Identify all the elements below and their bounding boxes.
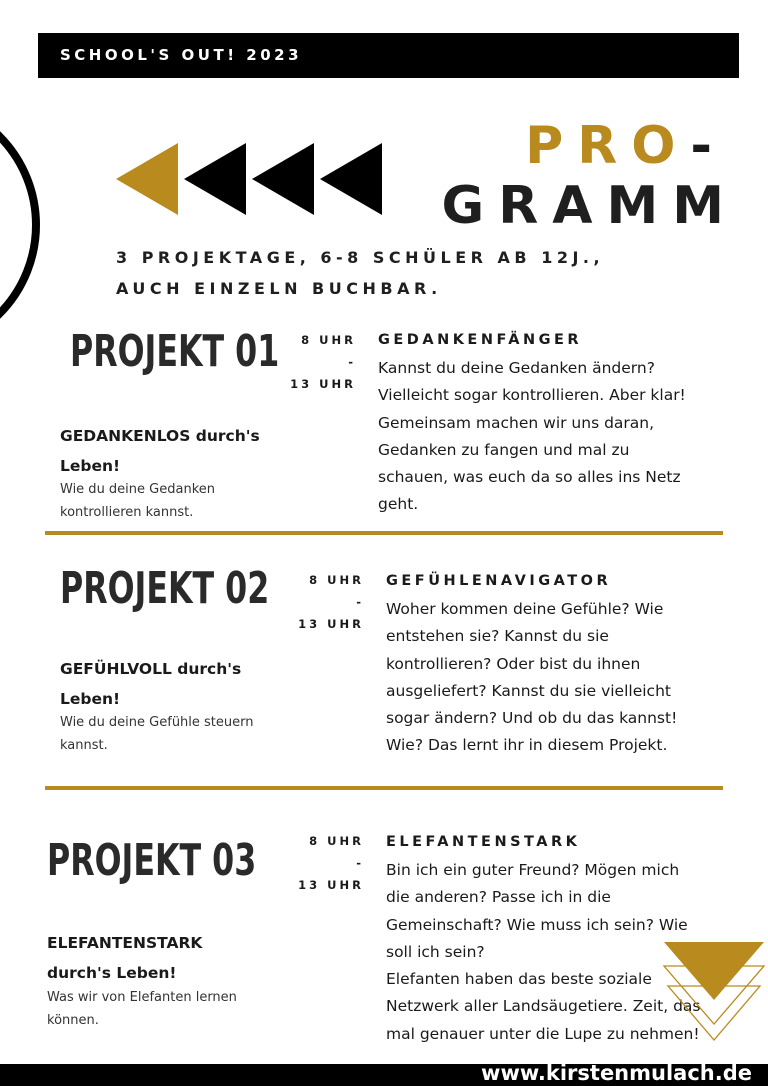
page-title-line-1 xyxy=(525,116,726,176)
time-end: 13 UHR xyxy=(290,377,356,391)
project-body-line: Gemeinsam machen wir uns daran, xyxy=(378,413,655,432)
project-body-line: die anderen? Passe ich in die xyxy=(386,888,611,907)
decorative-triangles xyxy=(662,940,768,1050)
project-body-line: sogar ändern? Und ob du das kannst! xyxy=(386,709,678,728)
project-title: PROJEKT 03 xyxy=(47,835,257,886)
project-subtitle-line: Leben! xyxy=(60,690,121,708)
project-time xyxy=(288,569,364,635)
project-body-line: schauen, was euch da so alles ins Netz xyxy=(378,468,681,487)
project-description-line: Wie du deine Gefühle steuern xyxy=(60,715,254,730)
project-time xyxy=(288,830,364,896)
project-title: PROJEKT 01 xyxy=(70,326,280,377)
project-body-line: Netzwerk aller Landsäugetiere. Zeit, das xyxy=(386,997,701,1016)
project-description xyxy=(60,711,300,757)
gold-triangle-icon xyxy=(664,942,764,1000)
project-description-line: Wie du deine Gedanken xyxy=(60,482,215,497)
title-accent: PRO xyxy=(525,116,691,176)
project-heading: GEFÜHLENAVIGATOR xyxy=(386,573,612,589)
project-body xyxy=(378,355,686,519)
project-body xyxy=(386,857,701,1048)
time-separator: - xyxy=(356,595,364,609)
project-body-line: Vielleicht sogar kontrollieren. Aber klar! xyxy=(378,386,686,405)
decorative-circle xyxy=(0,95,40,355)
project-title: PROJEKT 02 xyxy=(60,563,270,614)
divider xyxy=(45,531,723,535)
project-subtitle xyxy=(60,421,300,481)
project-subtitle-line: Leben! xyxy=(60,457,121,475)
subtitle-line-2: AUCH EINZELN BUCHBAR. xyxy=(116,279,442,298)
time-start: 8 UHR xyxy=(309,834,364,848)
project-time xyxy=(280,329,356,395)
gold-triangle-icon xyxy=(116,143,178,215)
header-bar xyxy=(38,33,739,78)
time-start: 8 UHR xyxy=(301,333,356,347)
black-triangle-icon xyxy=(320,143,382,215)
project-body-line: Elefanten haben das beste soziale xyxy=(386,970,652,989)
footer-bar xyxy=(0,1061,768,1086)
subtitle-line-1: 3 PROJEKTAGE, 6-8 SCHÜLER AB 12J., xyxy=(116,248,605,267)
project-subtitle-line: GEFÜHLVOLL durch's xyxy=(60,660,242,678)
project-body-line: entstehen sie? Kannst du sie xyxy=(386,627,609,646)
decorative-arrows xyxy=(114,143,386,219)
header-label: SCHOOL'S OUT! 2023 xyxy=(60,46,303,64)
project-body-line: Gemeinschaft? Wie muss ich sein? Wie xyxy=(386,915,688,934)
project-description-line: kannst. xyxy=(60,738,108,753)
black-triangle-icon xyxy=(184,143,246,215)
project-body-line: Bin ich ein guter Freund? Mögen mich xyxy=(386,861,680,879)
project-body-line: geht. xyxy=(378,495,419,514)
project-body-line: mal genauer unter die Lupe zu nehmen! xyxy=(386,1024,700,1043)
project-body-line: ausgeliefert? Kannst du sie vielleicht xyxy=(386,681,671,700)
time-separator: - xyxy=(356,856,364,870)
project-subtitle-line: ELEFANTENSTARK xyxy=(47,934,203,952)
project-subtitle-line: GEDANKENLOS durch's xyxy=(60,427,260,445)
black-triangle-icon xyxy=(252,143,314,215)
project-body-line: Kannst du deine Gedanken ändern? xyxy=(378,359,655,377)
page-title-line-2: GRAMM xyxy=(441,176,738,236)
project-description-line: können. xyxy=(47,1013,99,1028)
project-body-line: Woher kommen deine Gefühle? Wie xyxy=(386,600,664,618)
project-body-line: Gedanken zu fangen und mal zu xyxy=(378,440,630,459)
project-heading: ELEFANTENSTARK xyxy=(386,834,581,850)
project-body-line: soll ich sein? xyxy=(386,942,485,961)
title-dash: - xyxy=(690,116,726,176)
project-description xyxy=(60,478,300,524)
footer-url[interactable]: www.kirstenmulach.de xyxy=(481,1061,752,1085)
time-start: 8 UHR xyxy=(309,573,364,587)
time-end: 13 UHR xyxy=(298,878,364,892)
time-end: 13 UHR xyxy=(298,617,364,631)
project-subtitle xyxy=(47,928,287,988)
project-description-line: kontrollieren kannst. xyxy=(60,505,194,520)
project-body-line: kontrollieren? Oder bist du ihnen xyxy=(386,654,641,673)
project-body xyxy=(386,596,677,760)
divider xyxy=(45,786,723,790)
project-subtitle-line: durch's Leben! xyxy=(47,964,177,982)
project-subtitle xyxy=(60,654,300,714)
project-body-line: Wie? Das lernt ihr in diesem Projekt. xyxy=(386,736,668,755)
time-separator: - xyxy=(348,355,356,369)
project-description-line: Was wir von Elefanten lernen xyxy=(47,990,237,1005)
project-description xyxy=(47,986,287,1032)
project-heading: GEDANKENFÄNGER xyxy=(378,332,583,348)
